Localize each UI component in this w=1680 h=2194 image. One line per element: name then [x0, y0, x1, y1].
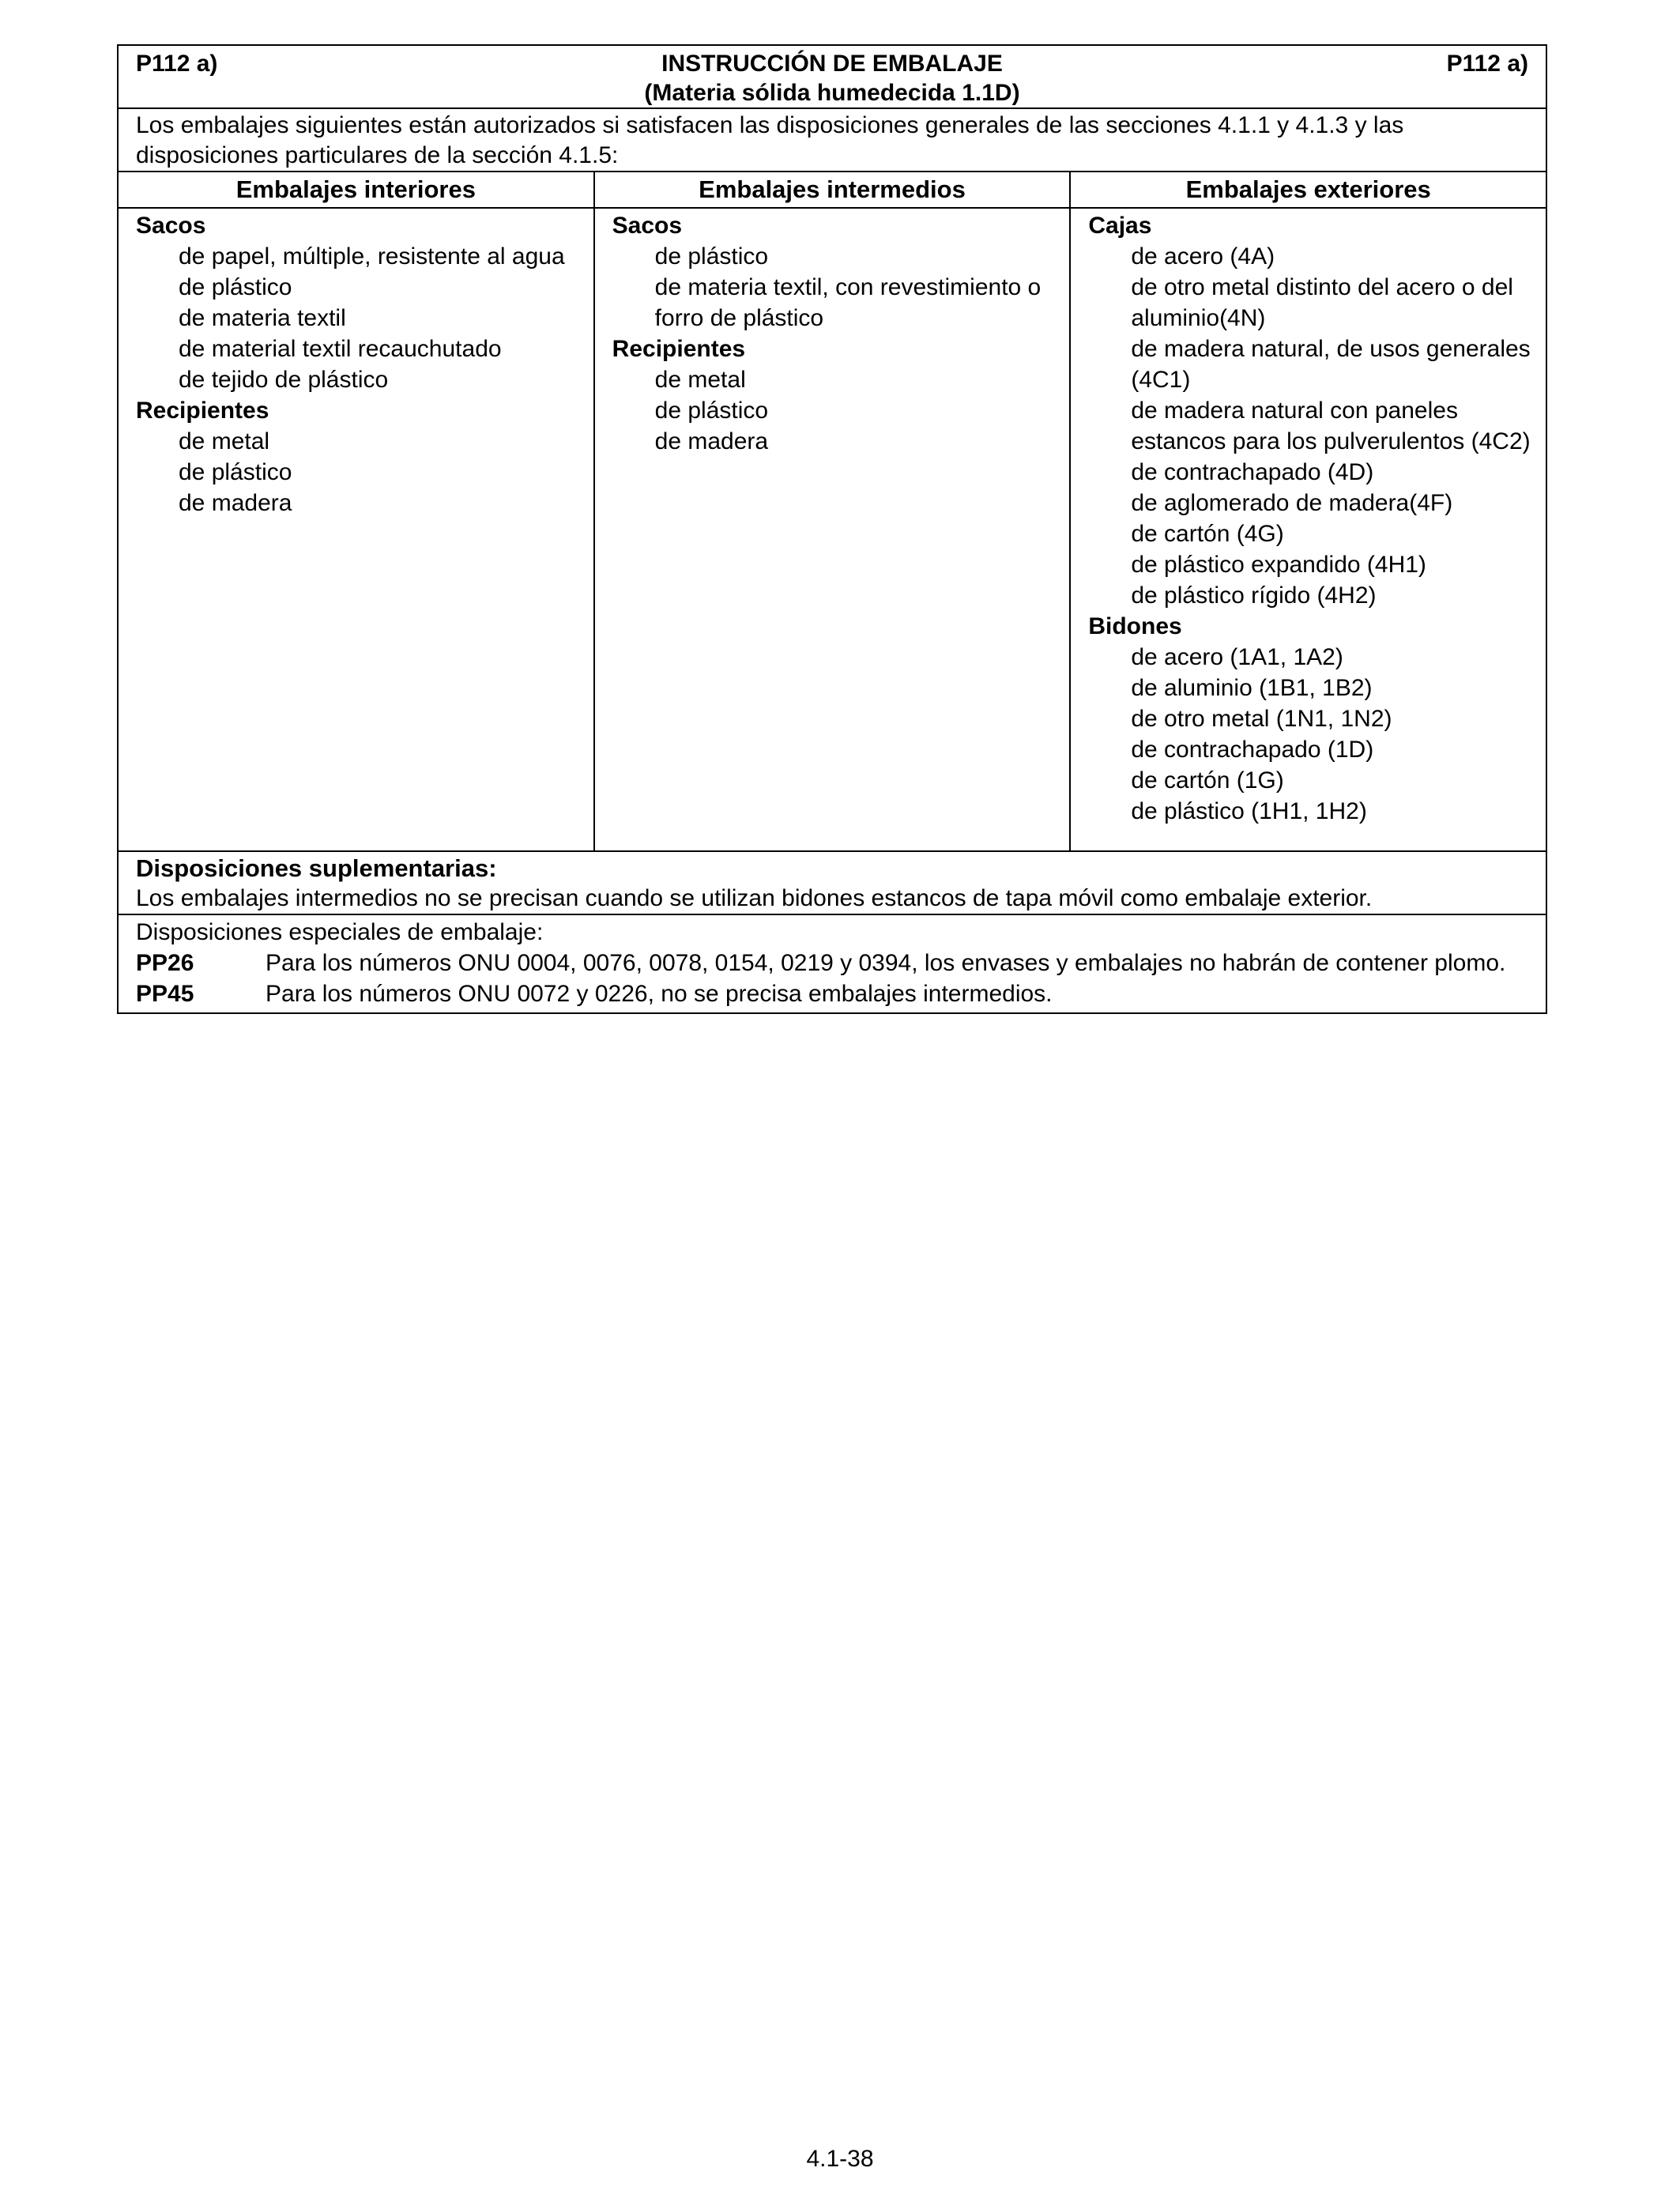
special-provisions [119, 915, 1546, 1012]
list-item: de metal [179, 428, 270, 454]
group-title: Cajas [1088, 213, 1152, 239]
provision-code: PP26 [136, 950, 194, 976]
instruction-code-left: P112 a) [136, 51, 218, 77]
group-title: Sacos [136, 213, 206, 239]
provision-row [136, 948, 1528, 978]
list-item: de otro metal distinto del acero o del aluminio(4N) [1131, 274, 1513, 331]
list-item: de material textil recauchutado [179, 336, 502, 362]
supplementary-provisions [119, 852, 1546, 915]
list-item: de materia textil, con revestimiento o forro de plástico [654, 274, 1042, 331]
list-item: de aglomerado de madera(4F) [1131, 490, 1453, 516]
group-title: Sacos [612, 213, 683, 239]
page-number: 4.1-38 [806, 2146, 874, 2172]
provision-row [136, 978, 1528, 1009]
list-item: de acero (1A1, 1A2) [1131, 644, 1343, 670]
column-intermedios [593, 209, 1070, 850]
list-item: de madera [179, 490, 292, 516]
special-heading: Disposiciones especiales de embalaje: [136, 919, 544, 945]
list-item: de plástico (1H1, 1H2) [1131, 798, 1367, 824]
list-item: de madera natural, de usos generales (4C1) [1131, 336, 1531, 393]
list-item: de contrachapado (4D) [1131, 459, 1374, 485]
group-title: Recipientes [612, 336, 746, 362]
table-header-row [119, 46, 1546, 109]
column-interiores [119, 209, 593, 850]
group-title: Bidones [1088, 613, 1182, 639]
provision-text: Para los números ONU 0004, 0076, 0078, 0154, 0219 y 0394, los envases y embalajes no habrán de contener plomo. [266, 950, 1506, 976]
heading-intermedios: Embalajes intermedios [593, 172, 1070, 207]
provision-code: PP45 [136, 981, 194, 1007]
group-title: Recipientes [136, 398, 269, 424]
packing-instruction-table [117, 44, 1547, 1014]
supplementary-heading: Disposiciones suplementarias: [136, 854, 497, 882]
list-item: de madera [654, 428, 769, 454]
list-item: de cartón (4G) [1131, 521, 1284, 547]
list-item: de materia textil [179, 305, 346, 331]
list-item: de plástico [179, 459, 292, 485]
list-item: de plástico rígido (4H2) [1131, 582, 1377, 609]
intro-text: Los embalajes siguientes están autorizados si satisfacen las disposiciones generales de las secciones 4.1.1 y 4.1.3 y las disposiciones particulares de la sección 4.1.5: [119, 109, 1546, 172]
list-item: de aluminio (1B1, 1B2) [1131, 675, 1373, 701]
list-item: de otro metal (1N1, 1N2) [1131, 706, 1392, 732]
list-item: de plástico [654, 243, 769, 270]
list-item: de tejido de plástico [179, 367, 389, 393]
list-item: de plástico expandido (4H1) [1131, 552, 1426, 578]
provision-text: Para los números ONU 0072 y 0226, no se precisa embalajes intermedios. [266, 981, 1053, 1007]
packaging-columns-row [119, 209, 1546, 852]
list-item: de papel, múltiple, resistente al agua [179, 243, 565, 270]
list-item: de madera natural con paneles estancos para los pulverulentos (4C2) [1131, 398, 1531, 454]
list-item: de plástico [654, 398, 769, 424]
instruction-code-right: P112 a) [1446, 51, 1528, 77]
heading-exteriores: Embalajes exteriores [1069, 172, 1546, 207]
list-item: de plástico [179, 274, 292, 300]
list-item: de acero (4A) [1131, 243, 1275, 270]
list-item: de metal [654, 367, 746, 393]
column-headings-row [119, 172, 1546, 209]
list-item: de cartón (1G) [1131, 767, 1284, 794]
heading-interiores: Embalajes interiores [235, 175, 476, 203]
instruction-subtitle: (Materia sólida humedecida 1.1D) [644, 80, 1020, 106]
supplementary-text: Los embalajes intermedios no se precisan cuando se utilizan bidones estancos de tapa móvil como embalaje exterior. [136, 885, 1373, 911]
list-item: de contrachapado (1D) [1131, 737, 1374, 763]
column-exteriores [1069, 209, 1546, 850]
instruction-title: INSTRUCCIÓN DE EMBALAJE [661, 51, 1003, 77]
